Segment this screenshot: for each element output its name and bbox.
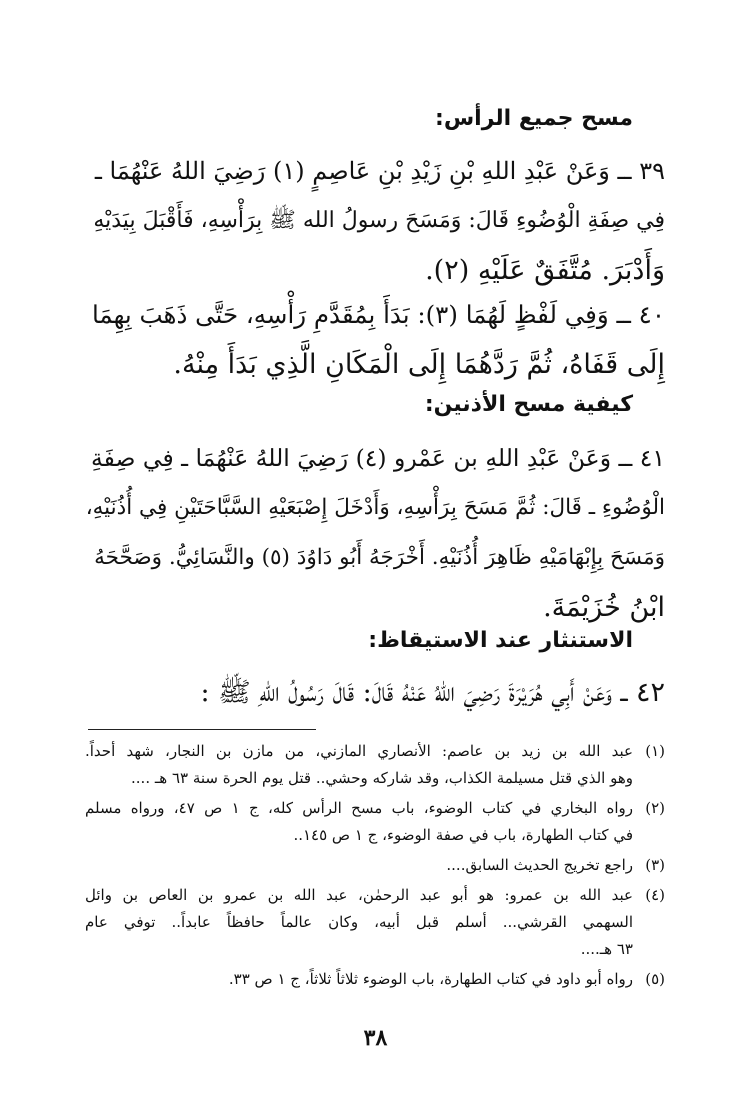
footnote-number: (٤) bbox=[645, 886, 665, 904]
hadith-40 bbox=[85, 290, 665, 390]
hadith-41 bbox=[85, 433, 665, 633]
heading-istinthar: الاستنثار عند الاستيقاظ: bbox=[368, 628, 633, 653]
footnote-line: السهمي القرشي... أسلم قبل أبيه، وكان عالماً حافظاً عابداً.. توفي عام bbox=[85, 913, 633, 931]
footnote-number: (٥) bbox=[645, 970, 665, 988]
page-number: ٣٨ bbox=[363, 1025, 388, 1051]
footnote-line: رواه أبو داود في كتاب الطهارة، باب الوضوء ثلاثاً ثلاثاً، ج ١ ص ٣٣. bbox=[228, 970, 633, 988]
footnotes bbox=[85, 738, 665, 996]
footnote-4 bbox=[85, 882, 665, 963]
footnote-line: رواه البخاري في كتاب الوضوء، باب مسح الرأس كله، ج ١ ص ٤٧، ورواه مسلم bbox=[85, 799, 634, 817]
hadith-41-line-1: ٤١ ــ وَعَنْ عَبْدِ اللهِ بن عَمْرو (٤) رَضِيَ اللهُ عَنْهُمَا ـ فِي صِفَةِ bbox=[90, 444, 665, 472]
footnote-separator bbox=[88, 729, 316, 730]
hadith-39-line-1: ٣٩ ــ وَعَنْ عَبْدِ اللهِ بْنِ زَيْدِ بْنِ عَاصِمٍ (١) رَضِيَ اللهُ عَنْهُمَا ـ bbox=[94, 157, 665, 185]
hadith-39 bbox=[85, 146, 665, 296]
footnote-1 bbox=[85, 738, 665, 792]
footnote-number: (٢) bbox=[645, 799, 665, 817]
footnote-line: عبد الله بن زيد بن عاصم: الأنصاري المازني، من مازن بن النجار، شهد أحداً. bbox=[85, 742, 633, 760]
footnote-3 bbox=[85, 852, 665, 879]
hadith-39-line-2: فِي صِفَةِ الْوُضُوءِ قَالَ: وَمَسَحَ رسولُ الله ﷺ بِرَأْسِهِ، فَأَقْبَلَ بِيَدَيْهِ bbox=[93, 208, 665, 233]
hadith-39-line-3: وَأَدْبَرَ. مُتَّفَقٌ عَلَيْهِ (٢). bbox=[425, 255, 665, 286]
footnote-number: (١) bbox=[645, 742, 665, 760]
footnote-line: وهو الذي قتل مسيلمة الكذاب، وقد شاركه وحشي.. قتل يوم الحرة سنة ٦٣ هـ .... bbox=[131, 769, 633, 787]
footnote-line: عبد الله بن عمرو: هو أبو عبد الرحمٰن، عبد الله بن عمرو بن العاص بن وائل bbox=[85, 886, 633, 904]
footnote-2 bbox=[85, 795, 665, 849]
heading-kayfiyat-mash-al-udhunayn: كيفية مسح الأذنين: bbox=[424, 392, 633, 417]
footnote-line: في كتاب الطهارة، باب في صفة الوضوء، ج ١ ص ١٤٥.. bbox=[293, 826, 633, 844]
hadith-40-line-2: إِلَى قَفَاهُ، ثُمَّ رَدَّهُمَا إِلَى الْمَكَانِ الَّذِي بَدَأَ مِنْهُ. bbox=[173, 349, 665, 380]
footnote-line: راجع تخريج الحديث السابق.... bbox=[446, 856, 633, 874]
footnote-line: ٦٣ هـ.... bbox=[580, 940, 633, 958]
hadith-42 bbox=[85, 668, 665, 718]
hadith-41-line-4: ابْنُ خُزَيْمَةَ. bbox=[543, 592, 665, 623]
hadith-41-line-2: الْوُضُوءِ ـ قَالَ: ثُمَّ مَسَحَ بِرَأْسِهِ، وَأَدْخَلَ إِصْبَعَيْهِ السَّبَّاحَتَيْنِ فِي أُذُنَيْهِ، bbox=[85, 495, 665, 520]
hadith-41-line-3: وَمَسَحَ بِإِبْهَامَيْهِ ظَاهِرَ أُذُنَيْهِ. أَخْرَجَهُ أَبُو دَاوُدَ (٥) والنَّسَائِيُّ. وَصَحَّحَهُ bbox=[94, 545, 665, 570]
hadith-42-line-1: ٤٢ ــ وَعَنْ أَبِي هُرَيْرَةَ رَضِيَ اللهُ عَنْهُ قَالَ: قَالَ رَسُولُ اللهِ ﷺ : bbox=[200, 677, 665, 708]
footnote-number: (٣) bbox=[645, 856, 665, 874]
hadith-40-line-1: ٤٠ ــ وَفِي لَفْظٍ لَهُمَا (٣): بَدَأَ بِمُقَدَّمِ رَأْسِهِ، حَتَّى ذَهَبَ بِهِمَا bbox=[91, 300, 665, 329]
footnote-5 bbox=[85, 966, 665, 993]
heading-mash-al-ras: مسح جميع الرأس: bbox=[435, 106, 633, 131]
